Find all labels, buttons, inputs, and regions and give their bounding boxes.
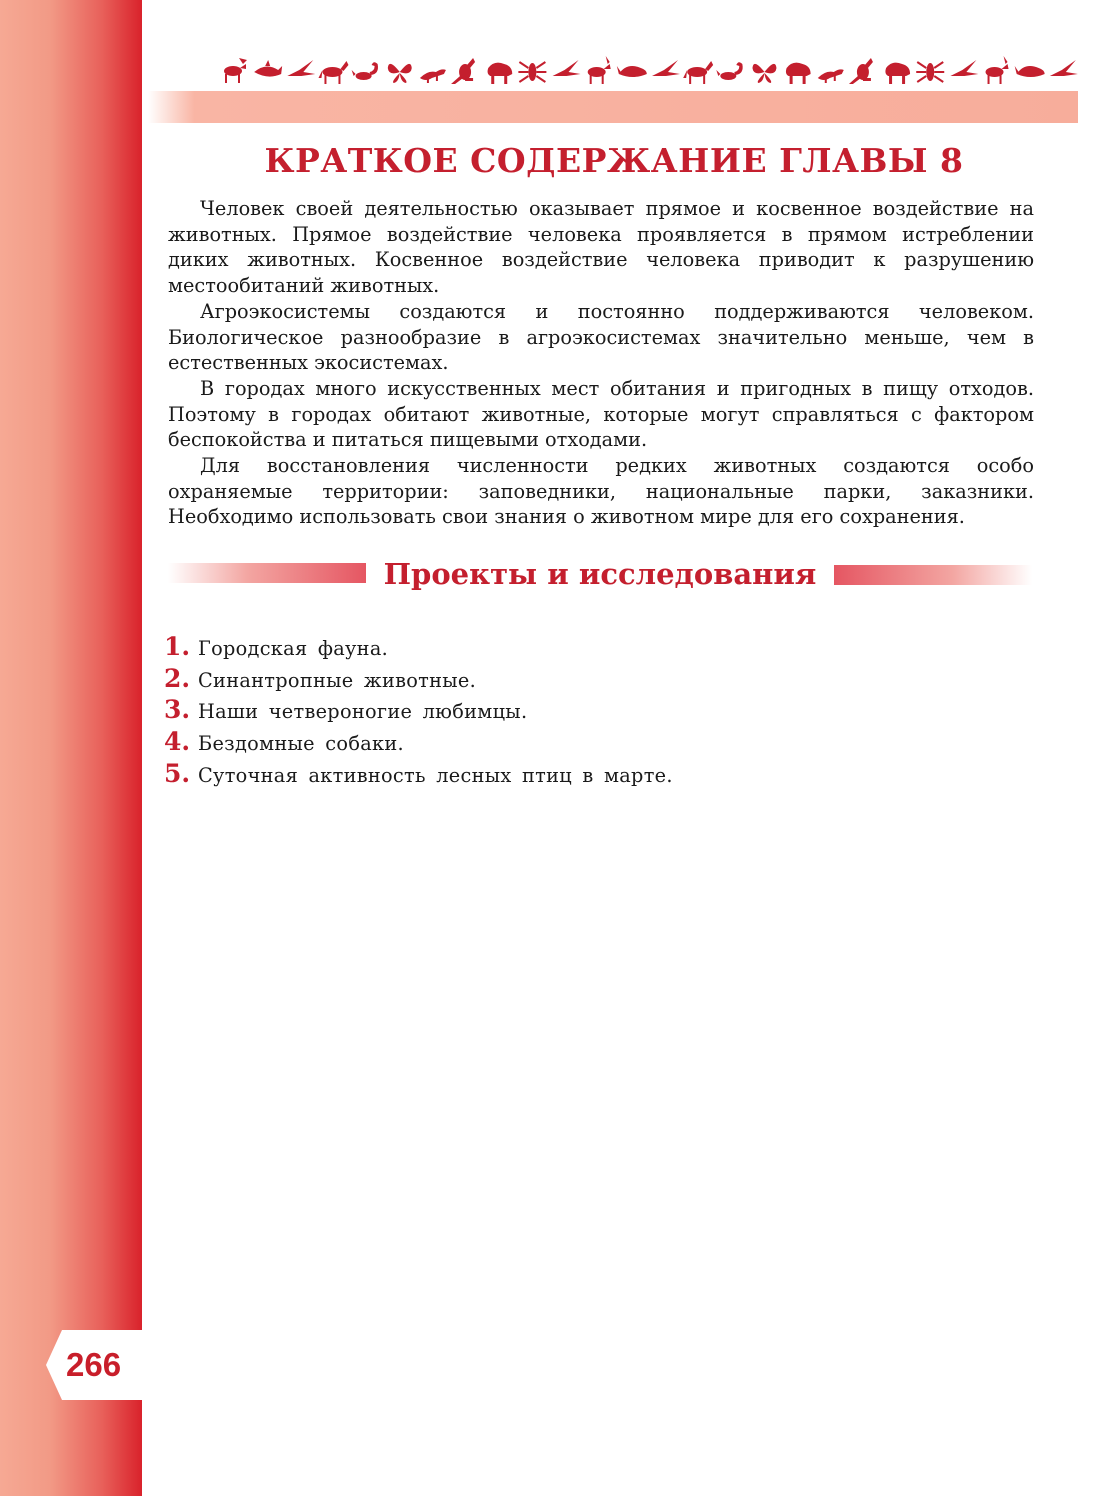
summary-paragraph: Для восстановления численности редких животных создаются особо охраняемые территории: заповедники, национальные парки, заказники. Необходимо использовать свои знания о животном мире для его сохранения. bbox=[168, 454, 1034, 529]
project-number: 5. bbox=[164, 758, 191, 788]
dolphin-icon bbox=[254, 60, 282, 77]
project-text: Наши четвероногие любимцы. bbox=[198, 700, 528, 724]
kangaroo-icon bbox=[849, 58, 873, 84]
section-title-right-bar bbox=[834, 565, 1032, 585]
bird-icon bbox=[287, 60, 315, 76]
project-text: Городская фауна. bbox=[198, 637, 389, 660]
project-number: 2. bbox=[164, 663, 191, 693]
project-text: Синантропные животные. bbox=[198, 668, 477, 692]
summary-text bbox=[168, 196, 1034, 530]
butterfly-icon bbox=[752, 64, 776, 83]
projects-list bbox=[164, 632, 1034, 790]
project-item bbox=[164, 759, 1034, 791]
horse-icon bbox=[318, 61, 348, 84]
header-band bbox=[148, 91, 1078, 123]
project-number: 1. bbox=[164, 632, 191, 661]
lizard-icon bbox=[420, 69, 446, 83]
summary-paragraph: Агроэкосистемы создаются и постоянно поддерживаются человеком. Биологическое разнообразие в агроэкосистемах значительно меньше, чем в естественных экосистемах. bbox=[168, 299, 1034, 375]
antelope-icon bbox=[588, 56, 611, 84]
page-number: 266 bbox=[66, 1346, 122, 1383]
scorpion-icon bbox=[716, 62, 742, 80]
kangaroo-icon bbox=[451, 58, 475, 84]
summary-paragraph: Человек своей деятельностью оказывает прямое и косвенное воздействие на животных. Прямое воздействие человека проявляется в прямом истреблении диких животных. Косвенное воздействие человека приводит к разрушению местообитаний животных. bbox=[168, 197, 1034, 298]
bison-icon bbox=[786, 63, 811, 84]
chapter-summary-title: КРАТКОЕ СОДЕРЖАНИЕ ГЛАВЫ 8 bbox=[264, 141, 964, 180]
scorpion-icon bbox=[352, 62, 378, 80]
section-title-left-bar bbox=[168, 563, 366, 583]
project-item bbox=[164, 727, 1034, 759]
moose-icon bbox=[224, 58, 247, 83]
summary-paragraph: В городах много искусственных мест обитания и пригодных в пищу отходов. Поэтому в городах обитают животные, которые могут справляться с фактором беспокойства и питаться пищевыми отходами. bbox=[168, 376, 1034, 452]
project-number: 3. bbox=[164, 695, 191, 725]
bison-icon bbox=[885, 63, 910, 84]
project-item bbox=[164, 664, 1034, 696]
bird-icon bbox=[652, 60, 680, 76]
whale-icon bbox=[1015, 66, 1045, 77]
animal-silhouette-strip bbox=[218, 55, 1080, 87]
insect-icon bbox=[916, 62, 944, 82]
project-text: Бездомные собаки. bbox=[198, 732, 404, 756]
project-number: 4. bbox=[164, 727, 191, 757]
side-color-band bbox=[0, 0, 142, 1496]
horse-icon bbox=[683, 61, 713, 84]
whale-icon bbox=[617, 66, 647, 77]
bird-icon bbox=[553, 60, 581, 76]
bison-icon bbox=[488, 63, 513, 84]
bird-icon bbox=[950, 60, 978, 76]
project-item bbox=[164, 632, 1034, 664]
projects-section-title: Проекты и исследования bbox=[383, 557, 817, 591]
bird-icon bbox=[1050, 60, 1078, 76]
project-item bbox=[164, 695, 1034, 727]
insect-icon bbox=[518, 62, 546, 82]
lizard-icon bbox=[818, 69, 844, 83]
project-text: Суточная активность лесных птиц в марте. bbox=[198, 763, 673, 787]
butterfly-icon bbox=[388, 64, 412, 83]
antelope-icon bbox=[986, 56, 1009, 84]
